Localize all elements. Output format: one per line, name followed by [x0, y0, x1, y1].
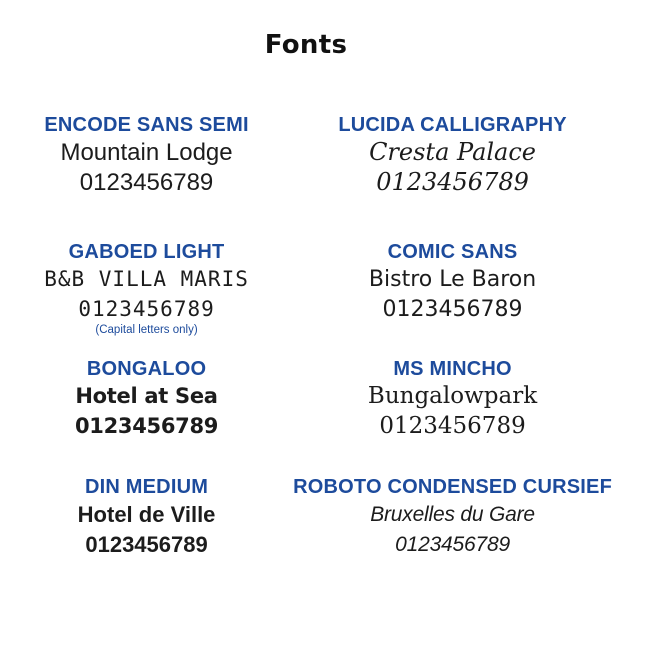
font-card-gaboed-light — [0, 240, 293, 357]
font-digits: 0123456789 — [85, 532, 208, 557]
font-name: ENCODE SANS SEMI — [44, 114, 249, 136]
font-card-comic-sans — [293, 240, 612, 357]
font-name: MS MINCHO — [393, 358, 512, 380]
font-card-bongaloo — [0, 357, 293, 475]
font-sample: Cresta Palace — [369, 138, 537, 166]
font-name: DIN MEDIUM — [84, 476, 209, 498]
font-name: LUCIDA CALLIGRAPHY — [338, 114, 567, 136]
font-digits: 0123456789 — [379, 413, 526, 439]
font-sample: Hotel at Sea — [75, 384, 218, 408]
font-sample: Mountain Lodge — [60, 139, 233, 166]
font-digits: 0123456789 — [79, 169, 214, 196]
font-digits: 0123456789 — [78, 297, 215, 321]
font-card-encode-sans-semi — [0, 113, 293, 240]
font-note: (Capital letters only) — [95, 324, 198, 336]
font-name: ROBOTO CONDENSED CURSIEF — [293, 476, 612, 498]
font-name: BONGALOO — [86, 358, 207, 380]
font-digits: 0123456789 — [382, 297, 523, 322]
font-digits: 0123456789 — [376, 168, 529, 196]
font-sample: Bungalowpark — [367, 383, 538, 409]
font-card-din-medium — [0, 475, 293, 559]
font-sample: Hotel de Ville — [77, 502, 216, 527]
page-title: Fonts — [264, 30, 348, 60]
font-card-roboto-condensed-cursief — [293, 475, 612, 559]
font-sample-grid — [0, 113, 612, 559]
font-sample: Bruxelles du Gare — [370, 503, 535, 526]
font-name: COMIC SANS — [387, 241, 518, 263]
font-digits: 0123456789 — [395, 533, 510, 556]
font-name: GABOED LIGHT — [68, 241, 225, 263]
font-card-lucida-calligraphy — [293, 113, 612, 240]
font-card-ms-mincho — [293, 357, 612, 475]
font-sample: Bistro Le Baron — [368, 267, 537, 292]
font-sample: B&B VILLA MARIS — [44, 267, 249, 291]
font-digits: 0123456789 — [74, 414, 219, 438]
